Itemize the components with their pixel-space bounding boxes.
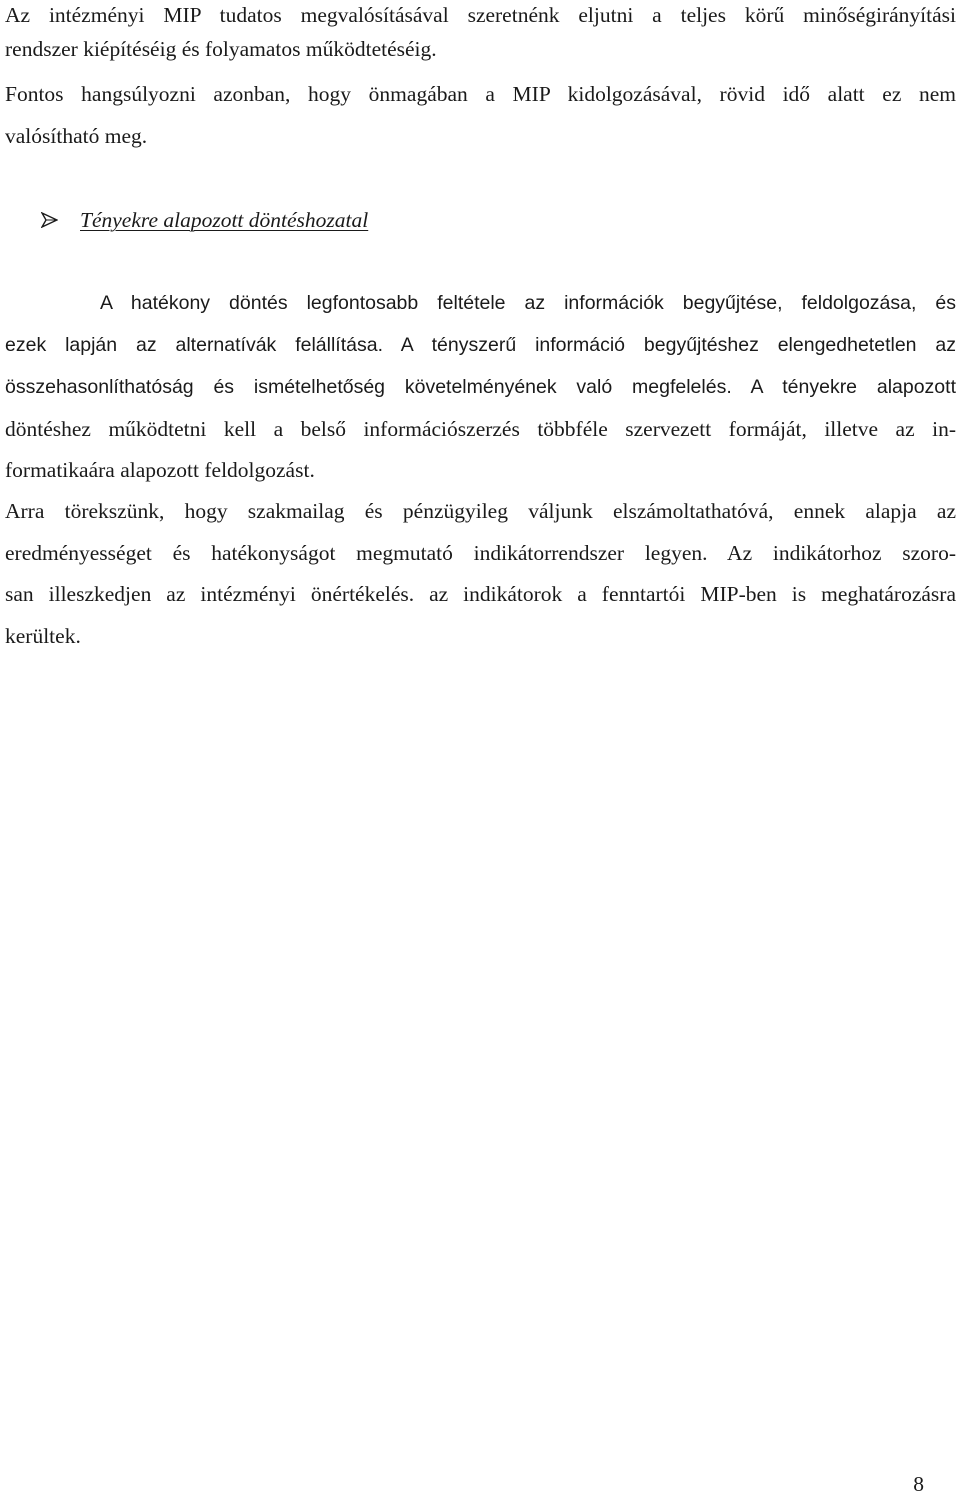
arrow-bullet-icon <box>41 212 58 228</box>
body-line-9: kerültek. <box>5 624 81 648</box>
body-line-2: ezek lapján az alternatívák felállítása. A tényszerű információ begyűjtéshez elengedhetetlen az <box>5 334 956 356</box>
intro-line-3: Fontos hangsúlyozni azonban, hogy önmagában a MIP kidolgozásával, rövid idő alatt ez nem <box>5 82 956 106</box>
body-line-7: eredményességet és hatékonyságot megmutató indikátorrendszer legyen. Az indikátorhoz szoro- <box>5 541 956 565</box>
body-line-6: Arra törekszünk, hogy szakmailag és pénzügyileg váljunk elszámoltathatóvá, ennek alapja az <box>5 499 956 523</box>
body-line-3: összehasonlíthatóság és ismételhetőség követelményének való megfelelés. A tényekre alapozott <box>5 376 956 398</box>
body-line-8: san illeszkedjen az intézményi önértékelés. az indikátorok a fenntartói MIP-ben is meghatározásra <box>5 582 956 606</box>
intro-line-2: rendszer kiépítéséig és folyamatos működtetéséig. <box>5 37 437 61</box>
intro-line-1: Az intézményi MIP tudatos megvalósításával szeretnénk eljutni a teljes körű minőségirányítási <box>5 3 956 27</box>
body-line-1: A hatékony döntés legfontosabb feltétele az információk begyűjtése, feldolgozása, és <box>100 292 956 314</box>
body-line-5: formatikaára alapozott feldolgozást. <box>5 458 315 482</box>
intro-line-4: valósítható meg. <box>5 124 148 148</box>
body-line-4: döntéshez működtetni kell a belső információszerzés többféle szervezett formáját, illetve az in- <box>5 417 956 441</box>
page-number: 8 <box>913 1472 924 1496</box>
section-title: Tényekre alapozott döntéshozatal <box>80 208 369 232</box>
